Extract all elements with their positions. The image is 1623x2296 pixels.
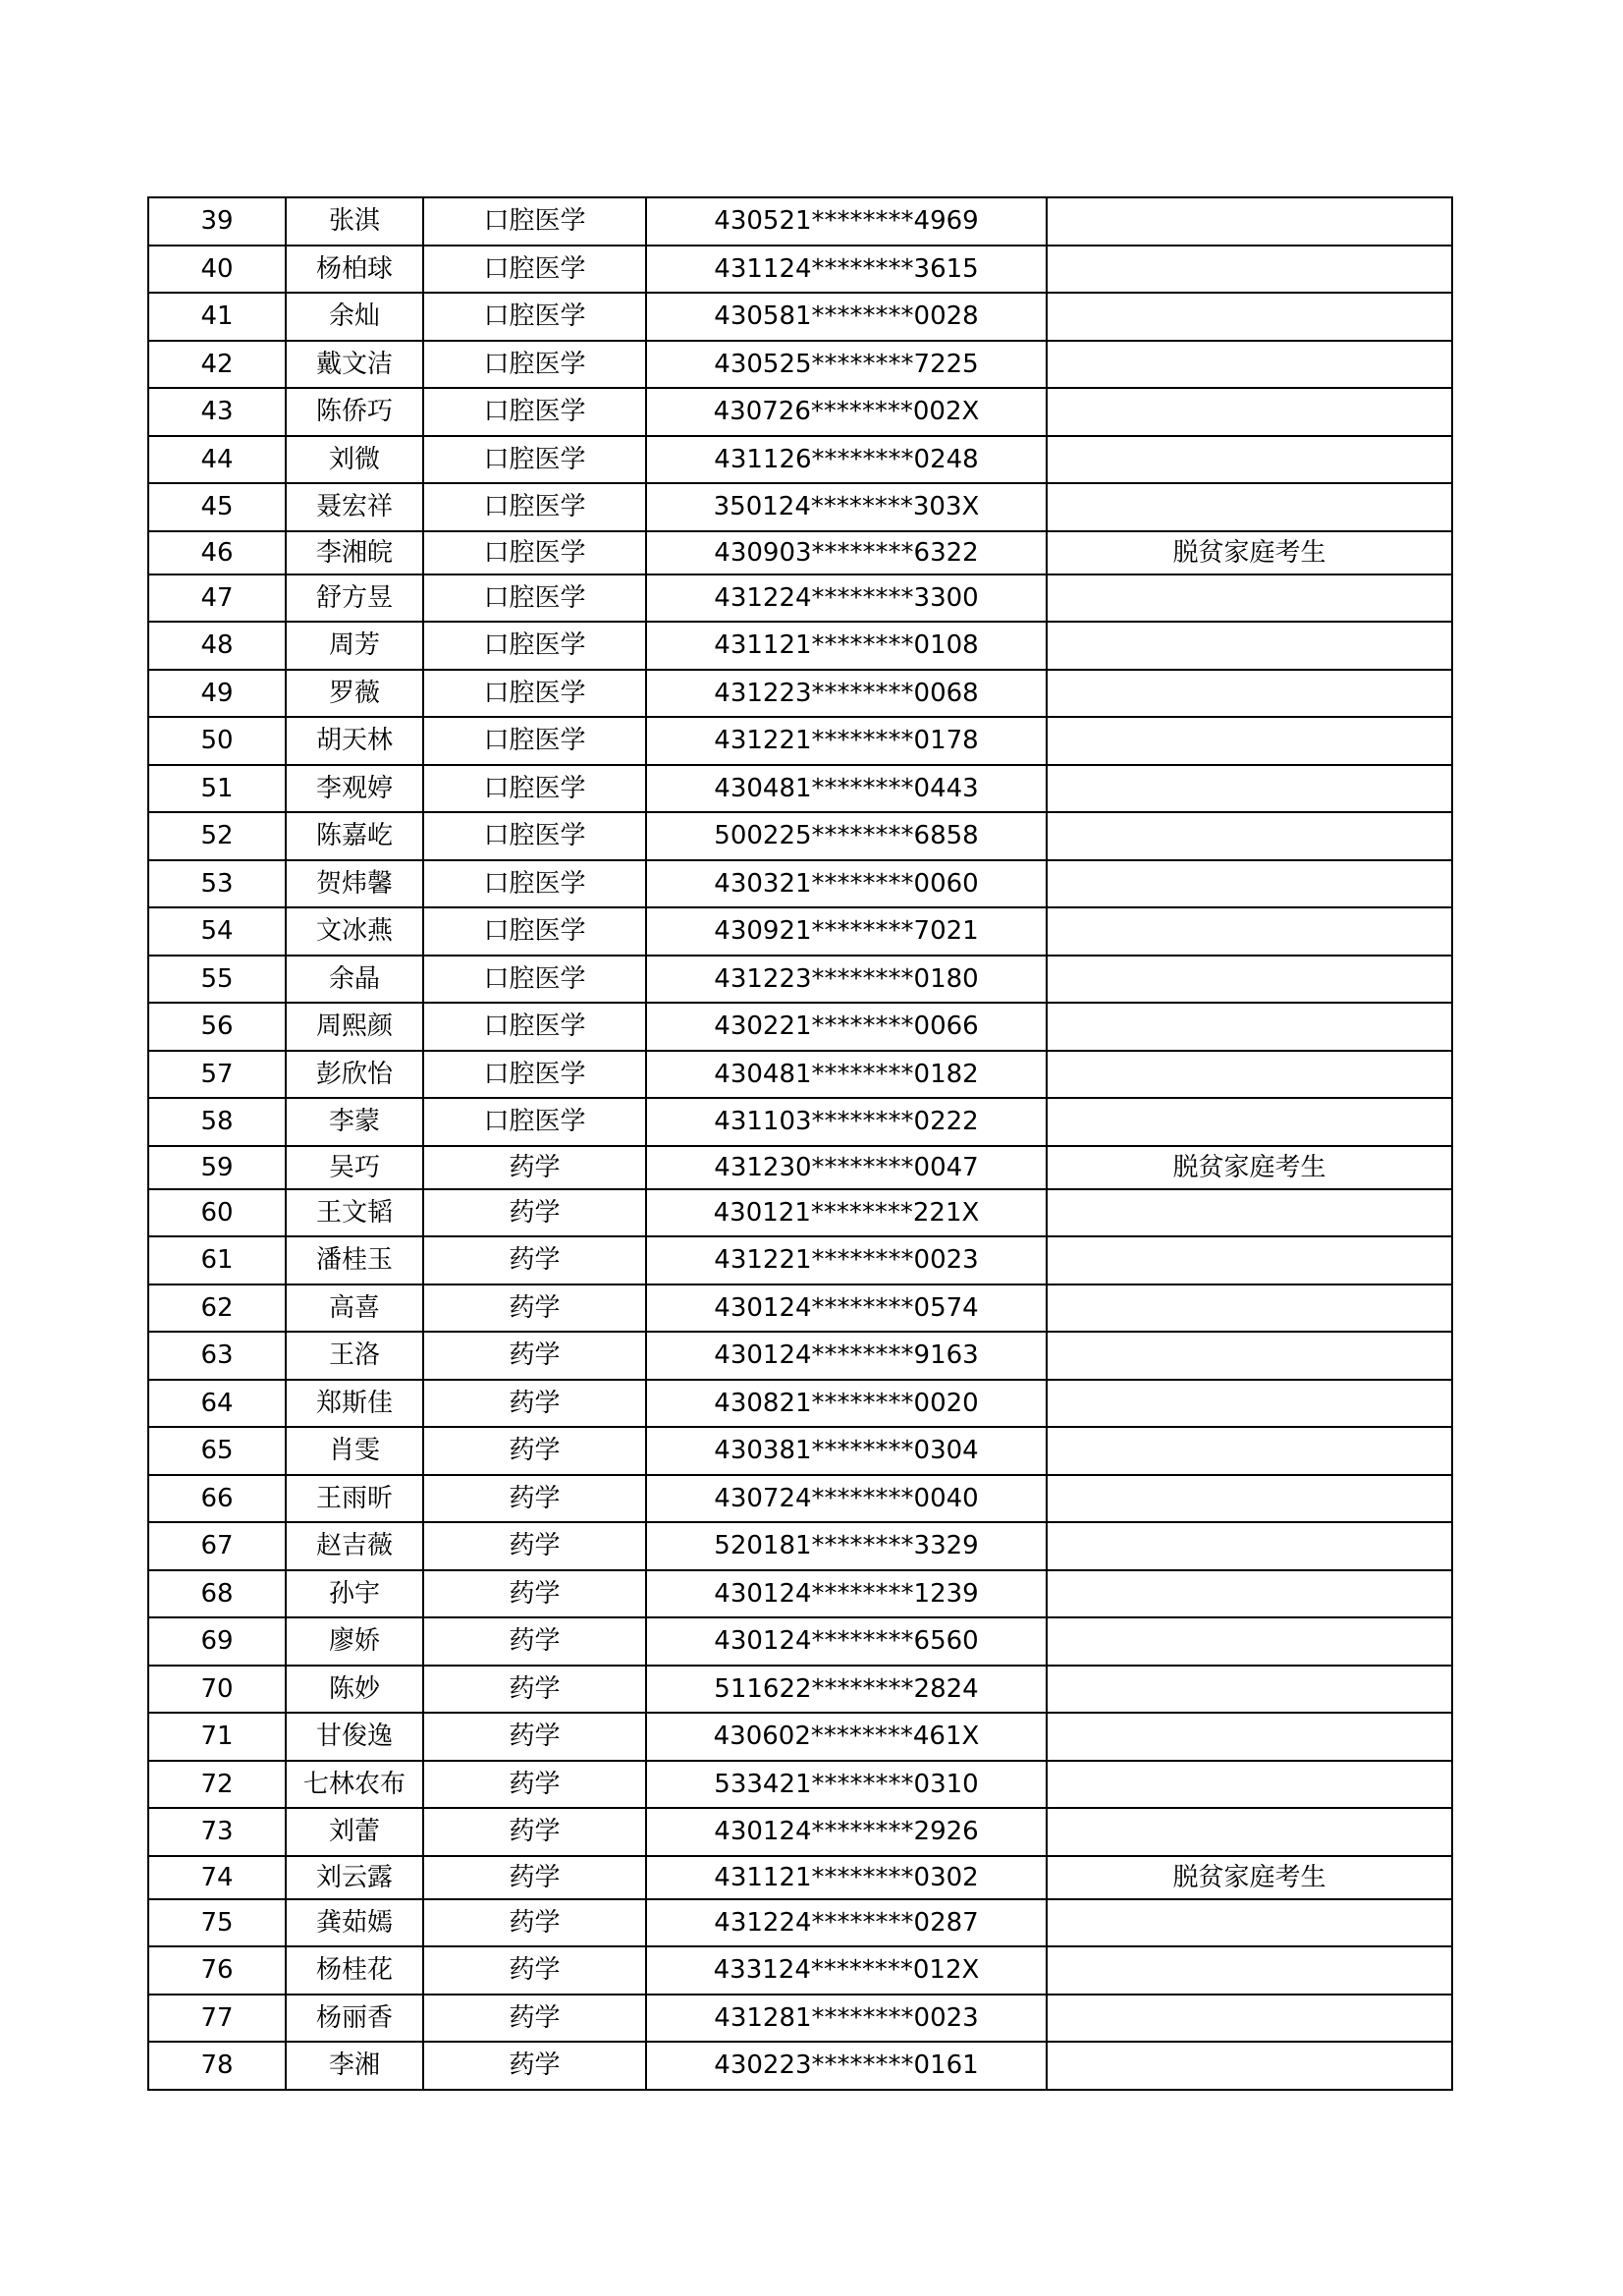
remark-cell: 脱贫家庭考生 <box>1047 1146 1452 1189</box>
table-row <box>148 1946 1452 1995</box>
major-cell: 药学 <box>423 1332 646 1380</box>
table-row <box>148 1427 1452 1475</box>
table-row <box>148 622 1452 670</box>
row-number-cell: 55 <box>148 956 286 1004</box>
row-number-cell: 51 <box>148 765 286 813</box>
remark-cell: 脱贫家庭考生 <box>1047 1856 1452 1899</box>
major-cell: 口腔医学 <box>423 483 646 531</box>
row-number-cell: 60 <box>148 1189 286 1237</box>
major-cell: 药学 <box>423 1570 646 1618</box>
remark-cell <box>1047 1522 1452 1570</box>
major-cell: 口腔医学 <box>423 622 646 670</box>
major-cell: 药学 <box>423 1713 646 1761</box>
remark-cell <box>1047 1236 1452 1285</box>
remark-cell <box>1047 812 1452 860</box>
student-name-cell: 刘微 <box>286 436 423 484</box>
id-number-cell: 430223********0161 <box>646 2042 1047 2090</box>
table-row <box>148 1570 1452 1618</box>
remark-cell <box>1047 1475 1452 1523</box>
major-cell: 口腔医学 <box>423 765 646 813</box>
major-cell: 口腔医学 <box>423 246 646 294</box>
id-number-cell: 431223********0180 <box>646 956 1047 1004</box>
id-number-cell: 431126********0248 <box>646 436 1047 484</box>
student-name-cell: 陈嘉屹 <box>286 812 423 860</box>
id-number-cell: 511622********2824 <box>646 1666 1047 1714</box>
remark-cell <box>1047 197 1452 246</box>
row-number-cell: 56 <box>148 1003 286 1051</box>
student-name-cell: 王洛 <box>286 1332 423 1380</box>
id-number-cell: 430124********0574 <box>646 1285 1047 1333</box>
remark-cell <box>1047 574 1452 623</box>
student-name-cell: 刘云露 <box>286 1856 423 1899</box>
table-row <box>148 1003 1452 1051</box>
table-row <box>148 1236 1452 1285</box>
row-number-cell: 74 <box>148 1856 286 1899</box>
major-cell: 口腔医学 <box>423 860 646 908</box>
table-row <box>148 1761 1452 1809</box>
id-number-cell: 431281********0023 <box>646 1995 1047 2043</box>
id-number-cell: 431223********0068 <box>646 670 1047 718</box>
table-row <box>148 436 1452 484</box>
student-name-cell: 周熙颜 <box>286 1003 423 1051</box>
row-number-cell: 65 <box>148 1427 286 1475</box>
student-name-cell: 聂宏祥 <box>286 483 423 531</box>
row-number-cell: 77 <box>148 1995 286 2043</box>
major-cell: 药学 <box>423 1146 646 1189</box>
remark-cell <box>1047 1570 1452 1618</box>
id-number-cell: 430726********002X <box>646 388 1047 436</box>
table-row <box>148 293 1452 341</box>
row-number-cell: 46 <box>148 531 286 574</box>
table-row <box>148 956 1452 1004</box>
student-name-cell: 胡天林 <box>286 717 423 765</box>
id-number-cell: 430124********6560 <box>646 1617 1047 1666</box>
row-number-cell: 72 <box>148 1761 286 1809</box>
table-row <box>148 1475 1452 1523</box>
table-row <box>148 388 1452 436</box>
row-number-cell: 52 <box>148 812 286 860</box>
major-cell: 口腔医学 <box>423 1003 646 1051</box>
id-number-cell: 431224********0287 <box>646 1899 1047 1947</box>
table-row <box>148 1666 1452 1714</box>
table-row <box>148 531 1452 574</box>
table-row <box>148 1285 1452 1333</box>
table-row <box>148 1332 1452 1380</box>
major-cell: 口腔医学 <box>423 1098 646 1146</box>
row-number-cell: 58 <box>148 1098 286 1146</box>
row-number-cell: 78 <box>148 2042 286 2090</box>
table-row <box>148 717 1452 765</box>
id-number-cell: 430903********6322 <box>646 531 1047 574</box>
student-name-cell: 郑斯佳 <box>286 1380 423 1428</box>
student-name-cell: 孙宇 <box>286 1570 423 1618</box>
remark-cell <box>1047 907 1452 956</box>
row-number-cell: 40 <box>148 246 286 294</box>
major-cell: 口腔医学 <box>423 436 646 484</box>
remark-cell <box>1047 1899 1452 1947</box>
id-number-cell: 430581********0028 <box>646 293 1047 341</box>
id-number-cell: 431230********0047 <box>646 1146 1047 1189</box>
table-row <box>148 765 1452 813</box>
row-number-cell: 68 <box>148 1570 286 1618</box>
id-number-cell: 430481********0182 <box>646 1051 1047 1099</box>
remark-cell <box>1047 341 1452 389</box>
remark-cell <box>1047 765 1452 813</box>
student-name-cell: 龚茹嫣 <box>286 1899 423 1947</box>
id-number-cell: 430221********0066 <box>646 1003 1047 1051</box>
table-row <box>148 2042 1452 2090</box>
table-row <box>148 1051 1452 1099</box>
table-row <box>148 574 1452 623</box>
student-name-cell: 李蒙 <box>286 1098 423 1146</box>
row-number-cell: 59 <box>148 1146 286 1189</box>
id-number-cell: 430481********0443 <box>646 765 1047 813</box>
major-cell: 药学 <box>423 1761 646 1809</box>
student-name-cell: 张淇 <box>286 197 423 246</box>
student-name-cell: 陈侨巧 <box>286 388 423 436</box>
major-cell: 口腔医学 <box>423 812 646 860</box>
remark-cell <box>1047 483 1452 531</box>
row-number-cell: 73 <box>148 1808 286 1856</box>
major-cell: 药学 <box>423 2042 646 2090</box>
row-number-cell: 47 <box>148 574 286 623</box>
id-number-cell: 430602********461X <box>646 1713 1047 1761</box>
student-name-cell: 七林农布 <box>286 1761 423 1809</box>
row-number-cell: 49 <box>148 670 286 718</box>
row-number-cell: 69 <box>148 1617 286 1666</box>
table-row <box>148 860 1452 908</box>
roster-body <box>148 197 1452 2090</box>
table-row <box>148 1189 1452 1237</box>
table-row <box>148 1098 1452 1146</box>
table-row <box>148 1380 1452 1428</box>
student-name-cell: 赵吉薇 <box>286 1522 423 1570</box>
remark-cell <box>1047 1995 1452 2043</box>
major-cell: 药学 <box>423 1427 646 1475</box>
id-number-cell: 430521********4969 <box>646 197 1047 246</box>
row-number-cell: 76 <box>148 1946 286 1995</box>
major-cell: 药学 <box>423 1236 646 1285</box>
table-row <box>148 1617 1452 1666</box>
row-number-cell: 75 <box>148 1899 286 1947</box>
major-cell: 药学 <box>423 1995 646 2043</box>
remark-cell <box>1047 1666 1452 1714</box>
row-number-cell: 45 <box>148 483 286 531</box>
student-name-cell: 李湘皖 <box>286 531 423 574</box>
row-number-cell: 44 <box>148 436 286 484</box>
row-number-cell: 61 <box>148 1236 286 1285</box>
id-number-cell: 430124********1239 <box>646 1570 1047 1618</box>
table-row <box>148 1995 1452 2043</box>
student-name-cell: 彭欣怡 <box>286 1051 423 1099</box>
major-cell: 药学 <box>423 1946 646 1995</box>
id-number-cell: 430821********0020 <box>646 1380 1047 1428</box>
remark-cell <box>1047 1098 1452 1146</box>
row-number-cell: 41 <box>148 293 286 341</box>
table-row <box>148 907 1452 956</box>
major-cell: 药学 <box>423 1380 646 1428</box>
remark-cell <box>1047 246 1452 294</box>
remark-cell <box>1047 1427 1452 1475</box>
remark-cell <box>1047 1051 1452 1099</box>
student-name-cell: 罗薇 <box>286 670 423 718</box>
table-row <box>148 1522 1452 1570</box>
table-row <box>148 1146 1452 1189</box>
major-cell: 口腔医学 <box>423 197 646 246</box>
remark-cell <box>1047 388 1452 436</box>
row-number-cell: 43 <box>148 388 286 436</box>
remark-cell <box>1047 670 1452 718</box>
id-number-cell: 350124********303X <box>646 483 1047 531</box>
remark-cell <box>1047 1332 1452 1380</box>
remark-cell <box>1047 1946 1452 1995</box>
student-name-cell: 余灿 <box>286 293 423 341</box>
student-name-cell: 王雨昕 <box>286 1475 423 1523</box>
table-row <box>148 246 1452 294</box>
id-number-cell: 430121********221X <box>646 1189 1047 1237</box>
row-number-cell: 50 <box>148 717 286 765</box>
major-cell: 口腔医学 <box>423 1051 646 1099</box>
remark-cell <box>1047 1285 1452 1333</box>
id-number-cell: 500225********6858 <box>646 812 1047 860</box>
student-name-cell: 高喜 <box>286 1285 423 1333</box>
student-name-cell: 李观婷 <box>286 765 423 813</box>
id-number-cell: 431121********0108 <box>646 622 1047 670</box>
student-name-cell: 李湘 <box>286 2042 423 2090</box>
student-name-cell: 周芳 <box>286 622 423 670</box>
student-name-cell: 杨丽香 <box>286 1995 423 2043</box>
remark-cell <box>1047 1380 1452 1428</box>
remark-cell <box>1047 2042 1452 2090</box>
row-number-cell: 53 <box>148 860 286 908</box>
student-name-cell: 潘桂玉 <box>286 1236 423 1285</box>
id-number-cell: 431221********0178 <box>646 717 1047 765</box>
student-name-cell: 廖娇 <box>286 1617 423 1666</box>
remark-cell: 脱贫家庭考生 <box>1047 531 1452 574</box>
student-name-cell: 刘蕾 <box>286 1808 423 1856</box>
major-cell: 口腔医学 <box>423 907 646 956</box>
student-name-cell: 杨柏球 <box>286 246 423 294</box>
remark-cell <box>1047 1808 1452 1856</box>
major-cell: 口腔医学 <box>423 956 646 1004</box>
student-name-cell: 吴巧 <box>286 1146 423 1189</box>
id-number-cell: 430124********2926 <box>646 1808 1047 1856</box>
major-cell: 药学 <box>423 1285 646 1333</box>
student-name-cell: 戴文洁 <box>286 341 423 389</box>
table-row <box>148 483 1452 531</box>
id-number-cell: 533421********0310 <box>646 1761 1047 1809</box>
major-cell: 口腔医学 <box>423 717 646 765</box>
remark-cell <box>1047 436 1452 484</box>
table-row <box>148 197 1452 246</box>
major-cell: 口腔医学 <box>423 670 646 718</box>
id-number-cell: 431221********0023 <box>646 1236 1047 1285</box>
id-number-cell: 430921********7021 <box>646 907 1047 956</box>
major-cell: 药学 <box>423 1856 646 1899</box>
student-name-cell: 杨桂花 <box>286 1946 423 1995</box>
id-number-cell: 431224********3300 <box>646 574 1047 623</box>
row-number-cell: 54 <box>148 907 286 956</box>
major-cell: 口腔医学 <box>423 531 646 574</box>
id-number-cell: 430381********0304 <box>646 1427 1047 1475</box>
table-row <box>148 670 1452 718</box>
id-number-cell: 430321********0060 <box>646 860 1047 908</box>
remark-cell <box>1047 717 1452 765</box>
student-name-cell: 余晶 <box>286 956 423 1004</box>
table-row <box>148 812 1452 860</box>
row-number-cell: 64 <box>148 1380 286 1428</box>
remark-cell <box>1047 1189 1452 1237</box>
remark-cell <box>1047 956 1452 1004</box>
id-number-cell: 430525********7225 <box>646 341 1047 389</box>
major-cell: 口腔医学 <box>423 341 646 389</box>
remark-cell <box>1047 860 1452 908</box>
row-number-cell: 63 <box>148 1332 286 1380</box>
student-name-cell: 陈妙 <box>286 1666 423 1714</box>
major-cell: 口腔医学 <box>423 388 646 436</box>
major-cell: 药学 <box>423 1522 646 1570</box>
major-cell: 药学 <box>423 1666 646 1714</box>
major-cell: 药学 <box>423 1808 646 1856</box>
row-number-cell: 66 <box>148 1475 286 1523</box>
remark-cell <box>1047 622 1452 670</box>
major-cell: 药学 <box>423 1475 646 1523</box>
row-number-cell: 48 <box>148 622 286 670</box>
remark-cell <box>1047 1617 1452 1666</box>
remark-cell <box>1047 293 1452 341</box>
row-number-cell: 62 <box>148 1285 286 1333</box>
major-cell: 药学 <box>423 1617 646 1666</box>
student-name-cell: 文冰燕 <box>286 907 423 956</box>
remark-cell <box>1047 1713 1452 1761</box>
major-cell: 口腔医学 <box>423 293 646 341</box>
row-number-cell: 39 <box>148 197 286 246</box>
student-name-cell: 甘俊逸 <box>286 1713 423 1761</box>
table-row <box>148 1808 1452 1856</box>
row-number-cell: 71 <box>148 1713 286 1761</box>
major-cell: 口腔医学 <box>423 574 646 623</box>
remark-cell <box>1047 1761 1452 1809</box>
student-name-cell: 贺炜馨 <box>286 860 423 908</box>
id-number-cell: 520181********3329 <box>646 1522 1047 1570</box>
row-number-cell: 70 <box>148 1666 286 1714</box>
id-number-cell: 430124********9163 <box>646 1332 1047 1380</box>
row-number-cell: 57 <box>148 1051 286 1099</box>
row-number-cell: 42 <box>148 341 286 389</box>
id-number-cell: 431121********0302 <box>646 1856 1047 1899</box>
student-name-cell: 肖雯 <box>286 1427 423 1475</box>
major-cell: 药学 <box>423 1899 646 1947</box>
row-number-cell: 67 <box>148 1522 286 1570</box>
id-number-cell: 431103********0222 <box>646 1098 1047 1146</box>
major-cell: 药学 <box>423 1189 646 1237</box>
table-row <box>148 341 1452 389</box>
id-number-cell: 430724********0040 <box>646 1475 1047 1523</box>
id-number-cell: 431124********3615 <box>646 246 1047 294</box>
student-roster-table <box>147 196 1453 2091</box>
table-row <box>148 1713 1452 1761</box>
remark-cell <box>1047 1003 1452 1051</box>
id-number-cell: 433124********012X <box>646 1946 1047 1995</box>
student-name-cell: 舒方昱 <box>286 574 423 623</box>
table-row <box>148 1899 1452 1947</box>
student-name-cell: 王文韬 <box>286 1189 423 1237</box>
table-row <box>148 1856 1452 1899</box>
